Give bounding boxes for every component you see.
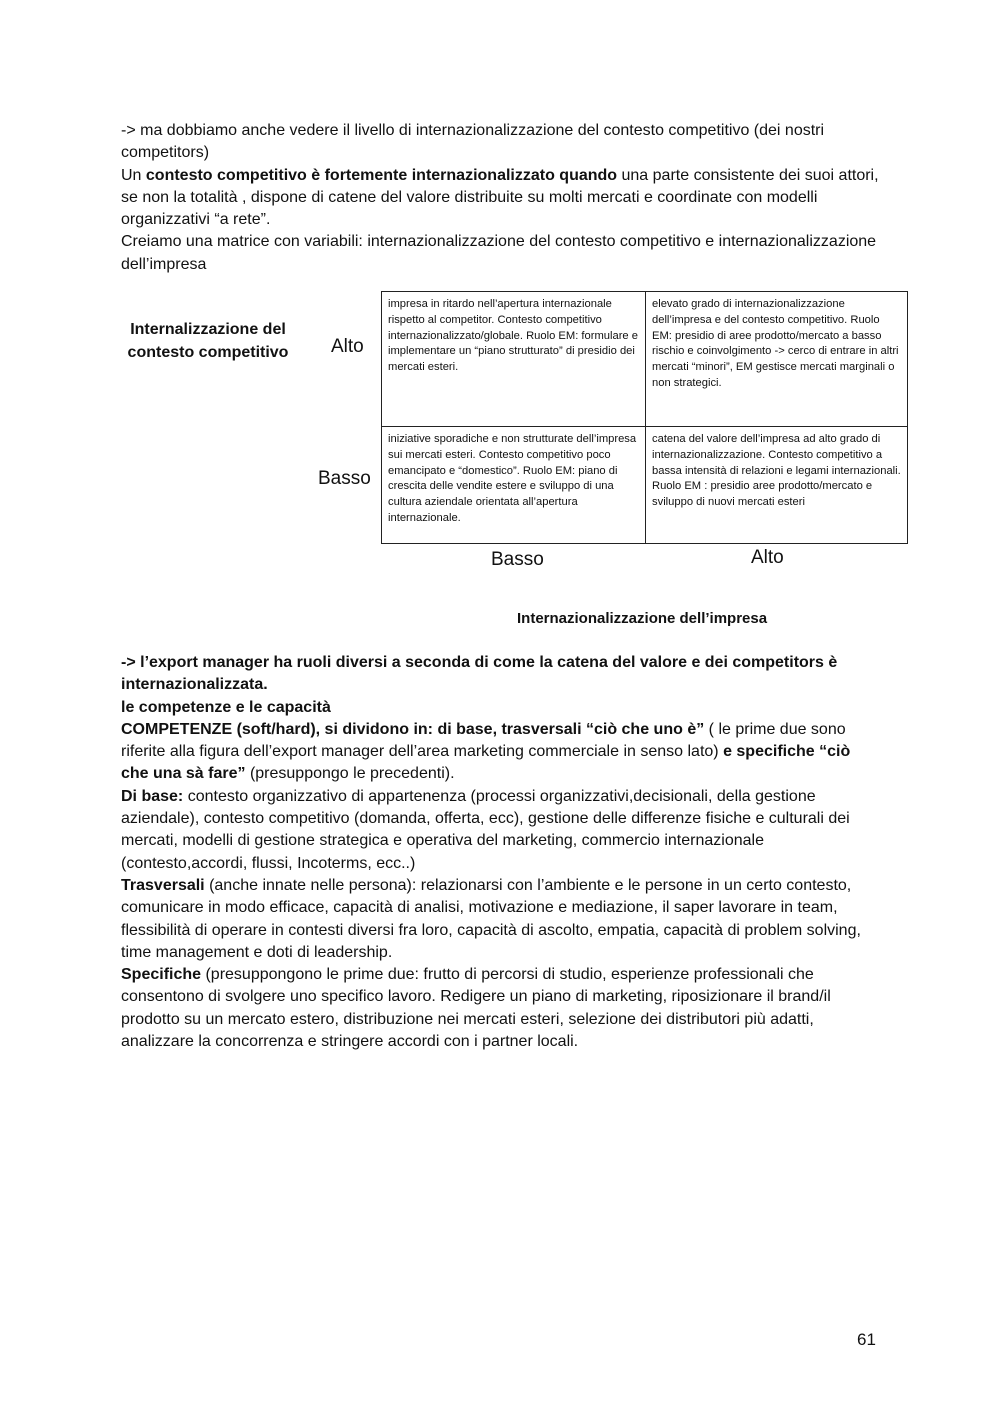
section-heading: le competenze e le capacità xyxy=(121,698,331,716)
specific-label: Specifiche xyxy=(121,966,202,984)
matrix-cell-bottom-left: iniziative sporadiche e non strutturate dell’impresa sui mercati esteri. Contesto competitivo poco emancipato e “domestico”. Ruolo EM: piano di crescita delle vendite estere e sviluppo di una cultura aziendale orientata all’apertura internazionale. xyxy=(382,427,646,543)
definition-start: Un xyxy=(121,166,146,184)
matrix-y-high-label: Alto xyxy=(331,336,364,357)
transversal-label: Trasversali xyxy=(121,876,205,894)
intro-line: -> ma dobbiamo anche vedere il livello di internazionalizzazione del contesto competitivo (dei nostri competitors) xyxy=(121,122,825,162)
transversal-text: (anche innate nelle persona): relazionarsi con l’ambiente e le persone in un certo contesto, comunicare in modo efficace, capacità di analisi, motivazione e mediazione, il saper lavorare in team, flessibilità di operare in contesti diversi fra loro, capacità di ascolto, empatia, capacità di problem solving, time management e doti di leadership. xyxy=(121,876,861,961)
intro-paragraph xyxy=(121,120,881,276)
competences-bold: COMPETENZE (soft/hard), si dividono in: di base, trasversali “ciò che uno è” xyxy=(121,720,705,738)
competences-specific-bold: e specifiche “ciò che una sà fare” xyxy=(121,743,851,783)
specific-text: (presuppongono le prime due: frutto di percorsi di studio, esperienze professionali che consentono di svolgere uno specifico lavoro. Redigere un piano di marketing, riposizionare il brand/il prodotto su un mercato estero, distribuzione nei mercati esteri, selezione dei distributori più adatti, analizzare la concorrenza e stringere accordi con i partner locali. xyxy=(121,966,831,1051)
matrix-intro-end: dell’impresa xyxy=(121,255,207,273)
matrix-x-axis-label: Internazionalizzazione dell’impresa xyxy=(517,610,768,627)
matrix-cell-bottom-right: catena del valore dell’impresa ad alto grado di internazionalizzazione. Contesto competitivo a bassa intensità di relazioni e legami internazionali. Ruolo EM : presidio aree prodotto/mercato e sviluppo di nuovi mercati esteri xyxy=(652,433,901,509)
competences-text: ( le prime due sono riferite alla figura dell’export manager dell’area marketing commerciale in senso lato) xyxy=(121,720,846,761)
page-number: 61 xyxy=(857,1330,876,1349)
definition-rest: una parte consistente dei suoi attori, se non la totalità , dispone di catene del valore distribuite su molti mercati e coordinate con modelli organizzativi “a rete”. xyxy=(121,166,879,229)
competences-section xyxy=(121,652,881,1053)
base-text: contesto organizzativo di appartenenza (processi organizzativi,decisionali, della gestione aziendale), contesto competitivo (domanda, offerta, ecc), gestione delle differenze fisiche e culturali dei mercati, modelli di gestione strategica e operativa del marketing, commercio internazionale (contesto,accordi, flussi, Incoterms, ecc..) xyxy=(121,787,850,872)
matrix-y-low-label: Basso xyxy=(318,468,371,489)
matrix-intro: Creiamo una matrice con variabili: internazionalizzazione del contesto competitivo e internazionalizzazione xyxy=(121,233,877,251)
export-manager-note: -> l’export manager ha ruoli diversi a seconda di come la catena del valore e dei competitors è internazionalizzata. xyxy=(121,654,838,694)
matrix-x-high-label: Alto xyxy=(751,547,784,568)
matrix-cell-top-left: impresa in ritardo nell’apertura internazionale rispetto al competitor. Contesto competitivo internazionalizzato/globale. Ruolo EM: formulare e implementare un “piano strutturato” di presidio dei mercati esteri. xyxy=(382,292,646,427)
matrix-cell-top-right: elevato grado di internazionalizzazione dell’impresa e del contesto competitivo. Ruolo EM: presidio di aree prodotto/mercato a basso rischio e coinvolgimento -> cerco di entrare in altri mercati “minori”, EM gestisce mercati marginali o non strategici. xyxy=(646,292,907,427)
matrix-y-axis-label: Internalizzazione del contesto competitivo xyxy=(127,321,289,361)
competences-text-end: (presuppongo le precedenti). xyxy=(245,765,455,783)
matrix-x-low-label: Basso xyxy=(491,549,544,570)
definition-bold: contesto competitivo è fortemente internazionalizzato quando xyxy=(145,166,618,184)
base-label: Di base: xyxy=(121,787,184,805)
matrix-grid xyxy=(381,291,908,544)
